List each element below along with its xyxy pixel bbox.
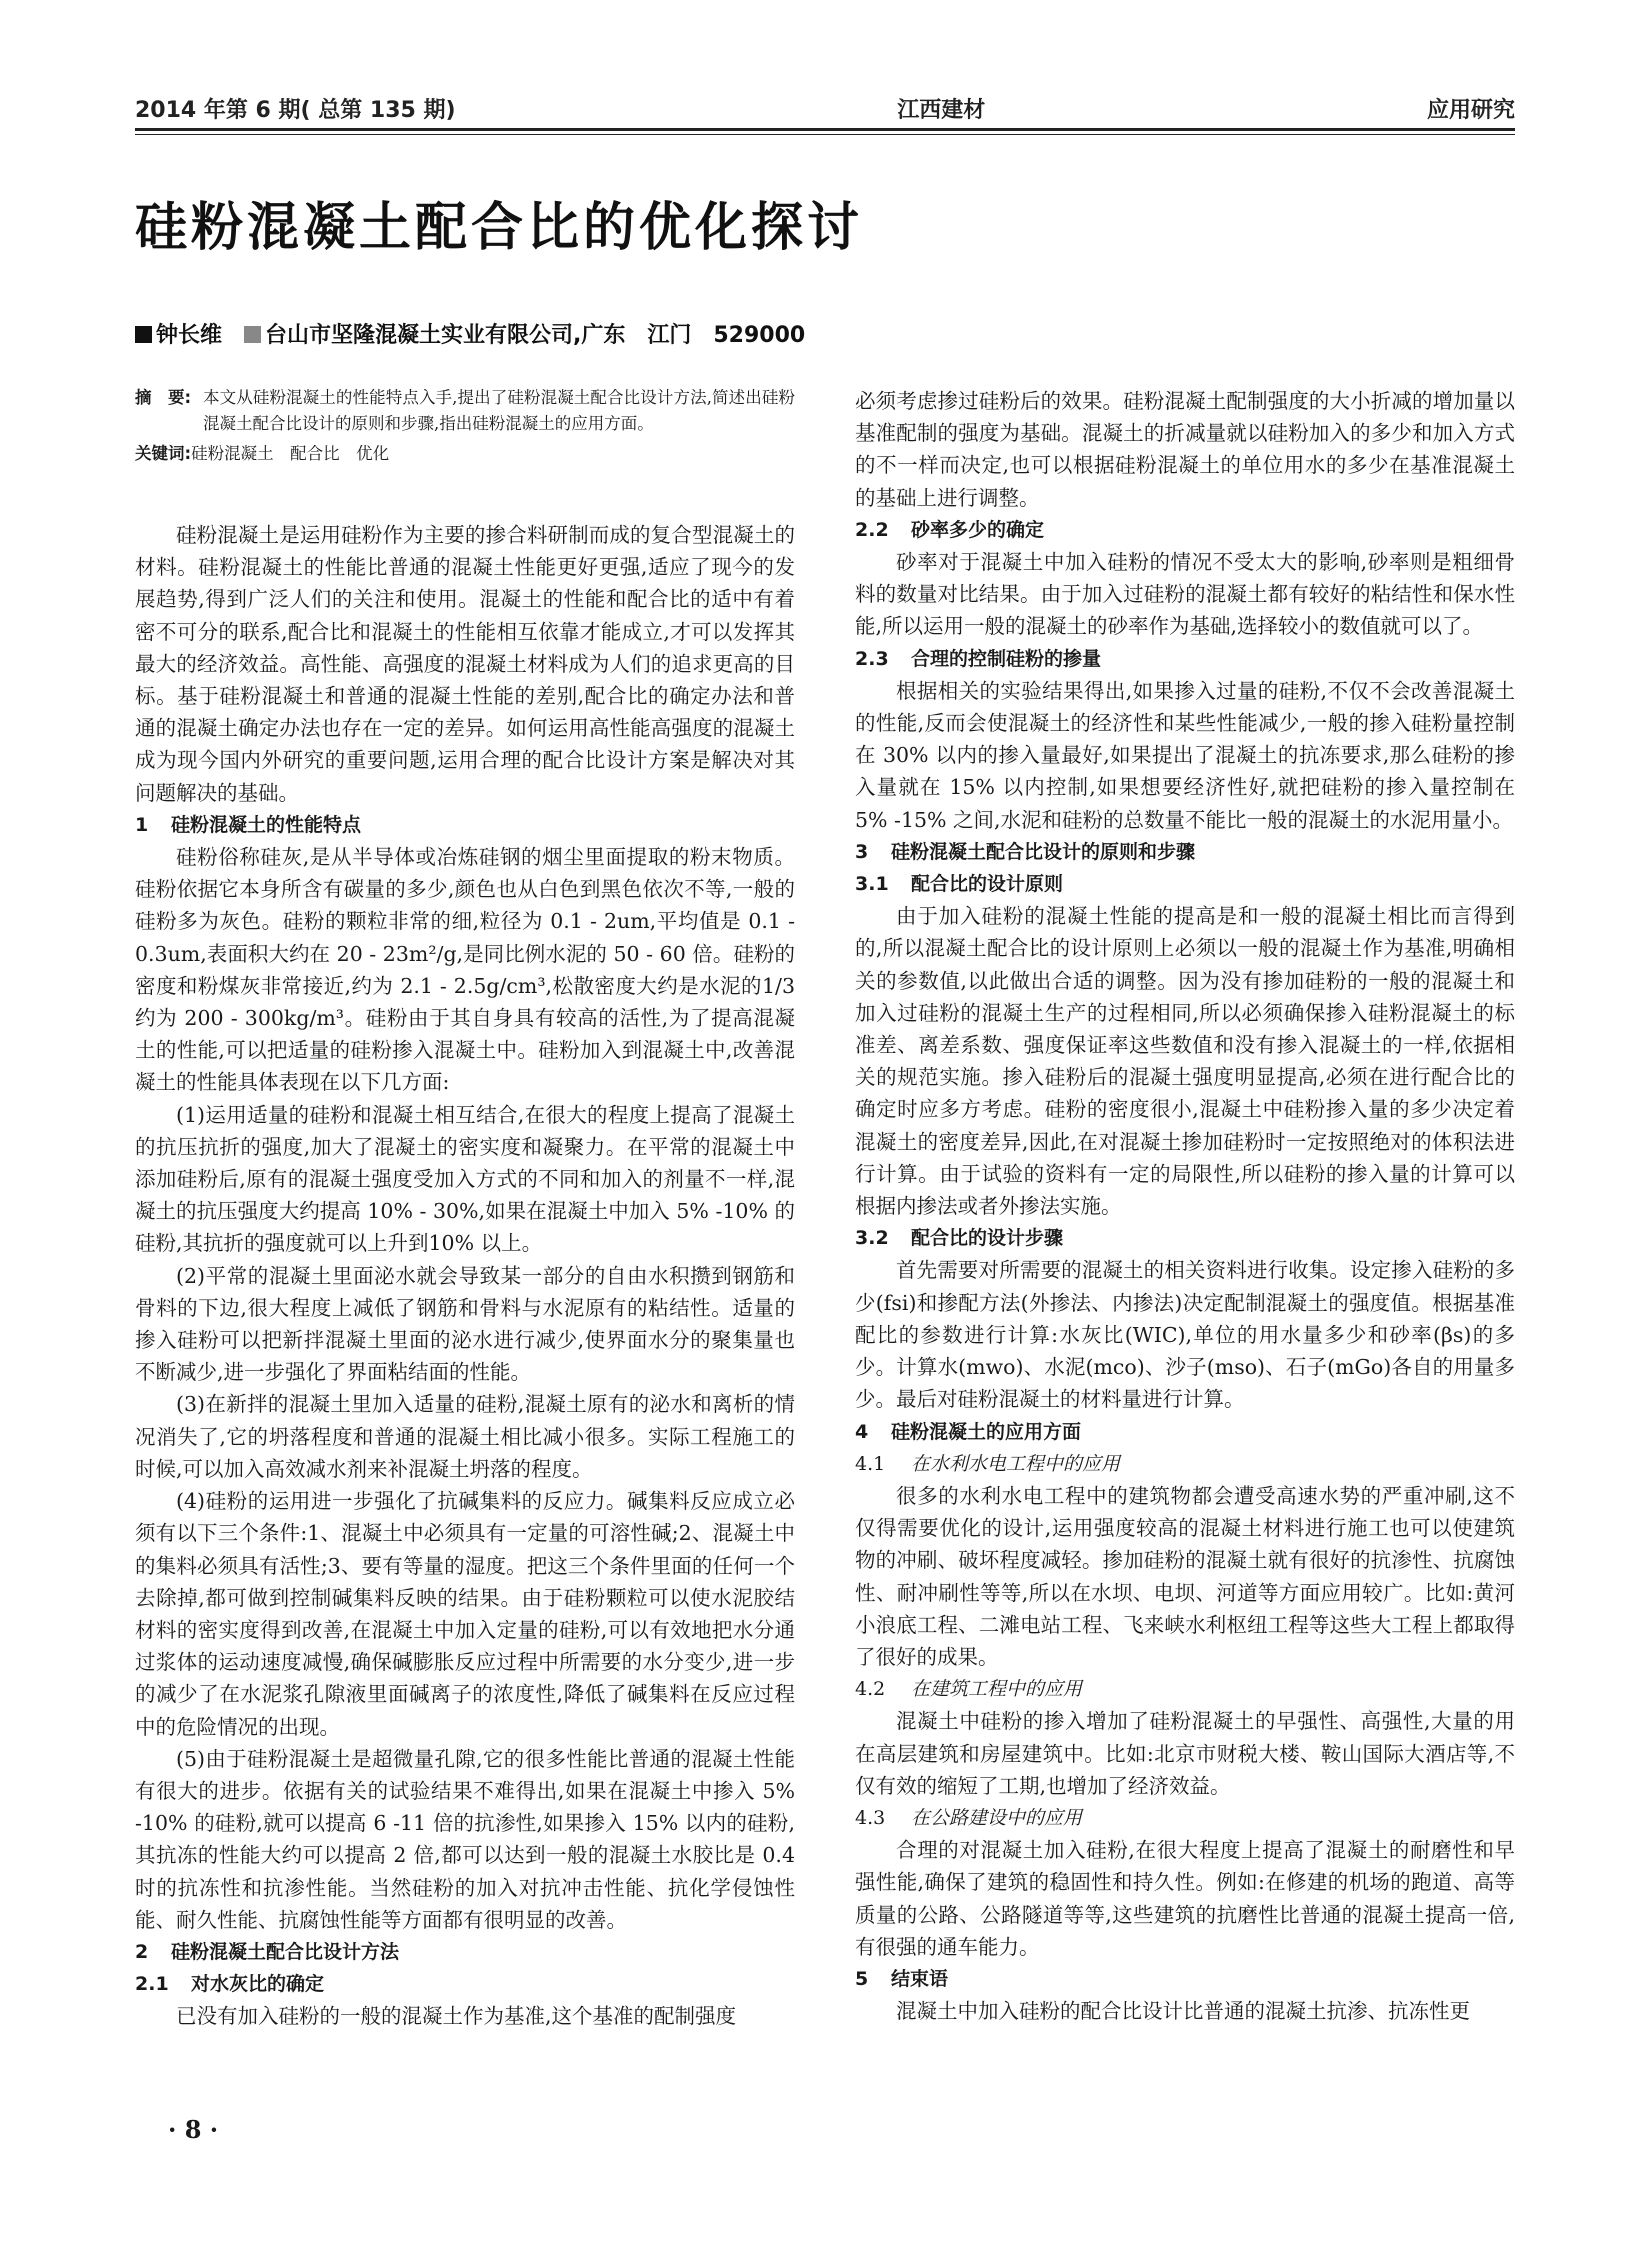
paragraph: 砂率对于混凝土中加入硅粉的情况不受太大的影响,砂率则是粗细骨料的数量对比结果。由于加入过硅粉的混凝土都有较好的粘结性和保水性能,所以运用一般的混凝土的砂率作为基础,选择较小的数值就可以了。 [855,550,1515,639]
header-rule [135,128,1515,131]
keywords [135,441,795,467]
abstract [135,385,795,437]
subsection-heading: 4.2 在建筑工程中的应用 [855,1678,1083,1701]
paragraph: 根据相关的实验结果得出,如果掺入过量的硅粉,不仅不会改善混凝土的性能,反而会使混凝土的经济性和某些性能减少,一般的掺入硅粉量控制在 30% 以内的掺入量最好,如果提出了混凝土的抗冻要求,那么硅粉的掺入量就在 15% 以内控制,如果想要经济性好,就把硅粉的掺入量控制在 5% -15% 之间,水泥和硅粉的总数量不能比一般的混凝土的水泥用量小。 [855,678,1515,832]
paragraph: (4)硅粉的运用进一步强化了抗碱集料的反应力。碱集料反应成立必须有以下三个条件:1、混凝土中必须具有一定量的可溶性碱;2、混凝土中的集料必须具有活性;3、要有等量的湿度。把这三个条件里面的任何一个去除掉,都可做到控制碱集料反映的结果。由于硅粉颗粒可以使水泥胶结材料的密实度得到改善,在混凝土中加入定量的硅粉,可以有效地把水分通过浆体的运动速度减慢,确保碱膨胀反应过程中所需要的水分变少,进一步的减少了在水泥浆孔隙液里面碱离子的浓度性,降低了碱集料在反应过程中的危险情况的出现。 [135,1489,795,1739]
section-heading: 1 硅粉混凝土的性能特点 [135,813,362,836]
issue-info: 2014 年第 6 期( 总第 135 期) [135,97,456,123]
running-header [135,88,1515,128]
subsection-heading: 4.3 在公路建设中的应用 [855,1806,1083,1829]
paragraph: 必须考虑掺过硅粉后的效果。硅粉混凝土配制强度的大小折减的增加量以基准配制的强度为基础。混凝土的折减量就以硅粉加入的多少和加入方式的不一样而决定,也可以根据硅粉混凝土的单位用水的多少在基准混凝土的基础上进行调整。 [855,389,1515,510]
paragraph: (1)运用适量的硅粉和混凝土相互结合,在很大的程度上提高了混凝土的抗压抗折的强度,加大了混凝土的密实度和凝聚力。在平常的混凝土中添加硅粉后,原有的混凝土强度受加入方式的不同和加入的剂量不一样,混凝土的抗压强度大约提高 10% - 30%,如果在混凝土中加入 5% -10% 的硅粉,其抗折的强度就可以上升到10% 以上。 [135,1102,795,1256]
paragraph: (3)在新拌的混凝土里加入适量的硅粉,混凝土原有的泌水和离析的情况消失了,它的坍落程度和普通的混凝土相比减小很多。实际工程施工的时候,可以加入高效减水剂来补混凝土坍落的程度。 [135,1392,795,1481]
subsection-heading: 2.3 合理的控制硅粉的掺量 [855,647,1102,670]
left-column [135,385,795,2033]
page-number: · 8 · [168,2115,219,2144]
author-affiliation: 台山市坚隆混凝土实业有限公司,广东 江门 529000 [265,323,806,348]
section-heading: 4 硅粉混凝土的应用方面 [855,1420,1082,1443]
subsection-heading: 2.2 砂率多少的确定 [855,518,1045,541]
paragraph: 混凝土中硅粉的掺入增加了硅粉混凝土的早强性、高强性,大量的用在高层建筑和房屋建筑中。比如:北京市财税大楼、鞍山国际大酒店等,不仅有效的缩短了工期,也增加了经济效益。 [855,1709,1515,1798]
section-name: 应用研究 [1426,97,1515,123]
paragraph: 混凝土中加入硅粉的配合比设计比普通的混凝土抗渗、抗冻性更 [896,1999,1470,2024]
square-bullet-icon [244,326,261,343]
intro-paragraph: 硅粉混凝土是运用硅粉作为主要的掺合料研制而成的复合型混凝土的材料。硅粉混凝土的性能比普通的混凝土性能更好更强,适应了现今的发展趋势,得到广泛人们的关注和使用。混凝土的性能和配合比的适中有着密不可分的联系,配合比和混凝土的性能相互依靠才能成立,才可以发挥其最大的经济效益。高性能、高强度的混凝土材料成为人们的追求更高的目标。基于硅粉混凝土和普通的混凝土性能的差别,配合比的确定办法和普通的混凝土确定办法也存在一定的差异。如何运用高性能高强度的混凝土成为现今国内外研究的重要问题,运用合理的配合比设计方案是解决对其问题解决的基础。 [135,523,795,805]
subsection-heading: 3.1 配合比的设计原则 [855,873,1064,896]
subsection-heading: 3.2 配合比的设计步骤 [855,1227,1064,1250]
paragraph: 合理的对混凝土加入硅粉,在很大程度上提高了混凝土的耐磨性和早强性能,确保了建筑的稳固性和持久性。例如:在修建的机场的跑道、高等质量的公路、公路隧道等等,这些建筑的抗磨性比普通的混凝土提高一倍,有很强的通车能力。 [855,1838,1515,1959]
header-rule-thin [135,134,1515,135]
paragraph: 硅粉俗称硅灰,是从半导体或冶炼硅钢的烟尘里面提取的粉末物质。硅粉依据它本身所含有碳量的多少,颜色也从白色到黑色依次不等,一般的硅粉多为灰色。硅粉的颗粒非常的细,粒径为 0.1 - 2um,平均值是 0.1 - 0.3um,表面积大约在 20 - 23m²/g,是同比例水泥的 50 - 60 倍。硅粉的密度和粉煤灰非常接近,约为 2.1 - 2.5g/cm³,松散密度大约是水泥的1/3 约为 200 - 300kg/m³。硅粉由于其自身具有较高的活性,为了提高混凝土的性能,可以把适量的硅粉掺入混凝土中。硅粉加入到混凝土中,改善混凝土的性能具体表现在以下几方面: [135,845,795,1095]
abstract-label: 摘 要: [135,388,192,407]
square-bullet-icon [135,326,152,343]
subsection-heading: 2.1 对水灰比的确定 [135,1973,325,1996]
keywords-text: 硅粉混凝土 配合比 优化 [191,444,390,463]
subsection-heading: 4.1 在水利水电工程中的应用 [855,1452,1121,1475]
author-name: 钟长维 [156,323,223,348]
abstract-text: 本文从硅粉混凝土的性能特点入手,提出了硅粉混凝土配合比设计方法,简述出硅粉混凝土配合比设计的原则和步骤,指出硅粉混凝土的应用方面。 [203,388,795,433]
section-heading: 5 结束语 [855,1967,949,1990]
author-line [135,318,805,349]
paragraph: 首先需要对所需要的混凝土的相关资料进行收集。设定掺入硅粉的多少(fsi)和掺配方法(外掺法、内掺法)决定配制混凝土的强度值。根据基准配比的参数进行计算:水灰比(WIC),单位的用水量多少和砂率(βs)的多少。计算水(mwo)、水泥(mco)、沙子(mso)、石子(mGo)各自的用量多少。最后对硅粉混凝土的材料量进行计算。 [855,1258,1515,1412]
paragraph: (2)平常的混凝土里面泌水就会导致某一部分的自由水积攒到钢筋和骨料的下边,很大程度上减低了钢筋和骨料与水泥原有的粘结性。适量的掺入硅粉可以把新拌混凝土里面的泌水进行减少,使界面水分的聚集量也不断减少,进一步强化了界面粘结面的性能。 [135,1263,795,1385]
section-heading: 2 硅粉混凝土配合比设计方法 [135,1940,400,1963]
section-heading: 3 硅粉混凝土配合比设计的原则和步骤 [855,840,1196,863]
right-column [855,385,1515,2027]
paragraph: (5)由于硅粉混凝土是超微量孔隙,它的很多性能比普通的混凝土性能有很大的进步。依据有关的试验结果不难得出,如果在混凝土中掺入 5% -10% 的硅粉,就可以提高 6 -11 倍的抗渗性,如果掺入 15% 以内的硅粉,其抗冻的性能大约可以提高 2 倍,都可以达到一般的混凝土水胶比是 0.4 时的抗冻性和抗渗性能。当然硅粉的加入对抗冲击性能、抗化学侵蚀性能、耐久性能、抗腐蚀性能等方面都有很明显的改善。 [135,1746,795,1932]
paragraph: 很多的水利水电工程中的建筑物都会遭受高速水势的严重冲刷,这不仅得需要优化的设计,运用强度较高的混凝土材料进行施工也可以使建筑物的冲刷、破坏程度减轻。掺加硅粉的混凝土就有很好的抗渗性、抗腐蚀性、耐冲刷性等等,所以在水坝、电坝、河道等方面应用较广。比如:黄河小浪底工程、二滩电站工程、飞来峡水利枢纽工程等这些大工程上都取得了很好的成果。 [855,1483,1515,1669]
paragraph: 由于加入硅粉的混凝土性能的提高是和一般的混凝土相比而言得到的,所以混凝土配合比的设计原则上必须以一般的混凝土作为基准,明确相关的参数值,以此做出合适的调整。因为没有掺加硅粉的一般的混凝土和加入过硅粉的混凝土生产的过程相同,所以必须确保掺入硅粉混凝土的标准差、离差系数、强度保证率这些数值和没有掺入混凝土的一样,依据相关的规范实施。掺入硅粉后的混凝土强度明显提高,必须在进行配合比的确定时应多方考虑。硅粉的密度很小,混凝土中硅粉掺入量的多少决定着混凝土的密度差异,因此,在对混凝土掺加硅粉时一定按照绝对的体积法进行计算。由于试验的资料有一定的局限性,所以硅粉的掺入量的计算可以根据内掺法或者外掺法实施。 [855,904,1515,1219]
paragraph: 已没有加入硅粉的一般的混凝土作为基准,这个基准的配制强度 [176,2004,737,2029]
keywords-label: 关键词: [135,444,192,463]
journal-name: 江西建材 [897,97,986,123]
article-title: 硅粉混凝土配合比的优化探讨 [135,198,864,258]
